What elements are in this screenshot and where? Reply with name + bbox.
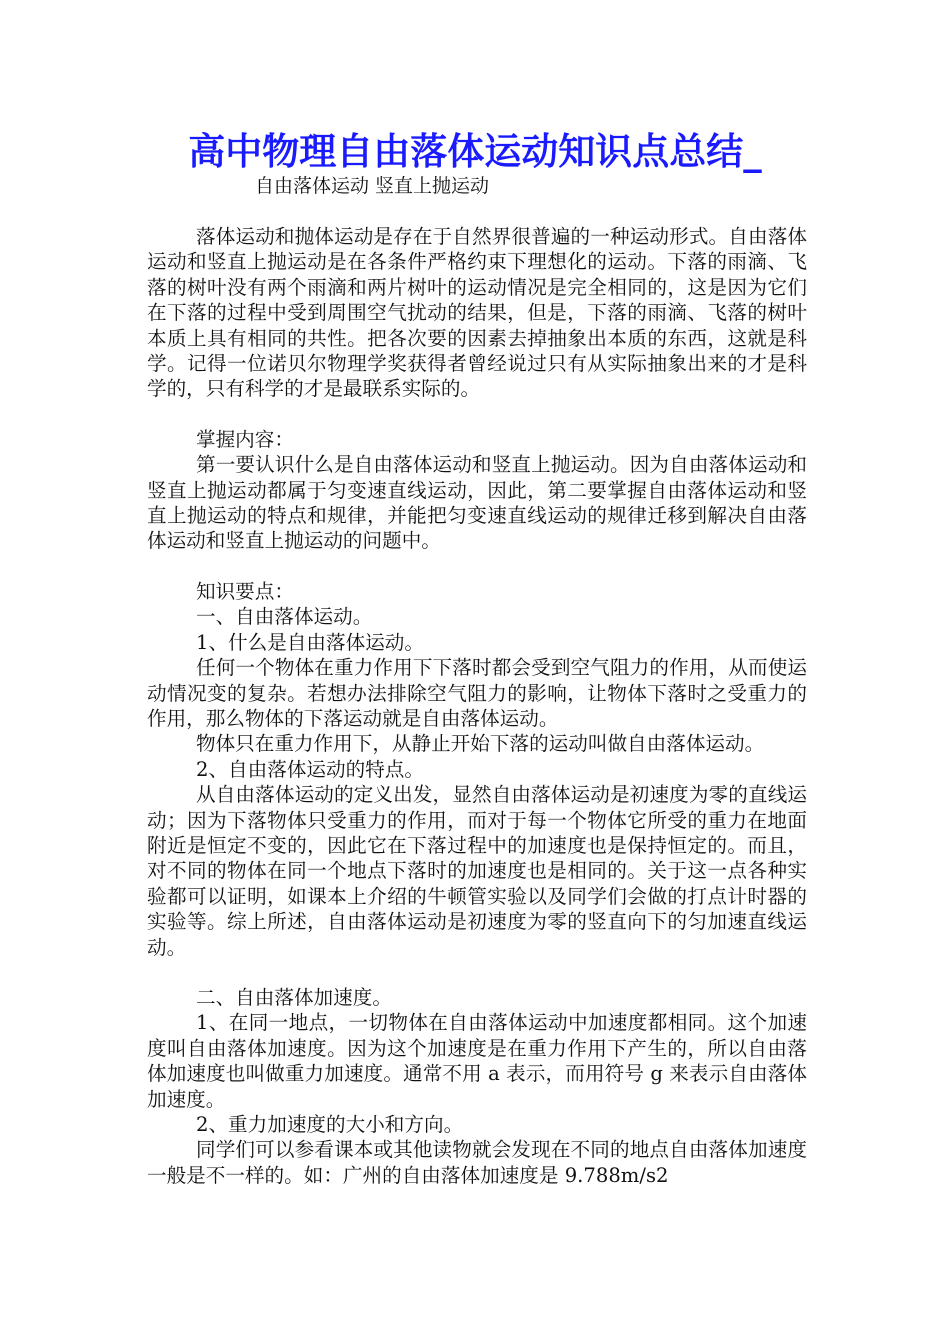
page-subtitle: 自由落体运动 竖直上抛运动 [255,175,490,197]
page-title: 高中物理自由落体运动知识点总结_ [188,130,762,173]
subheading-what-is-free-fall: 1、什么是自由落体运动。 [196,630,424,654]
paragraph-characteristics: 从自由落体运动的定义出发，显然自由落体运动是初速度为零的直线运动；因为下落物体只受重力的作用，而对于每一个物体它所受的重力在地面附近是恒定不变的，因此它在下落过程中的加速度也是保持恒定的。而且，对不同的物体在同一个地点下落时的加速度也是相同的。关于这一点各种实验都可以证明，如课本上介绍的牛顿管实验以及同学们会做的打点计时器的实验等。综上所述，自由落体运动是初速度为零的竖直向下的匀加速直线运动。 [147,783,807,959]
document-body [147,224,807,1188]
intro-paragraph: 落体运动和抛体运动是存在于自然界很普遍的一种运动形式。自由落体运动和竖直上抛运动是在各条件严格约束下理想化的运动。下落的雨滴、飞落的树叶没有两个雨滴和两片树叶的运动情况是完全相同的，这是因为它们在下落的过程中受到周围空气扰动的结果，但是，下落的雨滴、飞落的树叶本质上具有相同的共性。把各次要的因素去掉抽象出本质的东西，这就是科学。记得一位诺贝尔物理学奖获得者曾经说过只有从实际抽象出来的才是科学的，只有科学的才是最联系实际的。 [147,225,807,401]
section-heading-free-fall: 一、自由落体运动。 [196,605,373,629]
subheading-characteristics: 2、自由落体运动的特点。 [196,757,424,781]
paragraph-air-resistance: 任何一个物体在重力作用下下落时都会受到空气阻力的作用，从而使运动情况变的复杂。若想办法排除空气阻力的影响，让物体下落时之受重力的作用，那么物体的下落运动就是自由落体运动。 [147,656,807,730]
paragraph-acceleration: 1、在同一地点，一切物体在自由落体运动中加速度都相同。这个加速度叫自由落体加速度。因为这个加速度是在重力作用下产生的，所以自由落体加速度也叫做重力加速度。通常不用 a 表示，而用符号 g 来表示自由落体加速度。 [147,1011,807,1111]
paragraph-definition: 物体只在重力作用下，从静止开始下落的运动叫做自由落体运动。 [196,732,765,756]
mastery-paragraph: 第一要认识什么是自由落体运动和竖直上抛运动。因为自由落体运动和竖直上抛运动都属于匀变速直线运动，因此，第二要掌握自由落体运动和竖直上抛运动的特点和规律，并能把匀变速直线运动的规律迁移到解决自由落体运动和竖直上抛运动的问题中。 [147,453,807,553]
section-heading-key-points: 知识要点： [196,579,294,603]
paragraph-magnitude: 同学们可以参看课本或其他读物就会发现在不同的地点自由落体加速度一般是不一样的。如：广州的自由落体加速度是 9.788m/s2 [147,1138,807,1187]
subheading-magnitude-direction: 2、重力加速度的大小和方向。 [196,1113,464,1136]
section-heading-acceleration: 二、自由落体加速度。 [196,985,392,1009]
section-heading-mastery: 掌握内容： [196,427,294,451]
